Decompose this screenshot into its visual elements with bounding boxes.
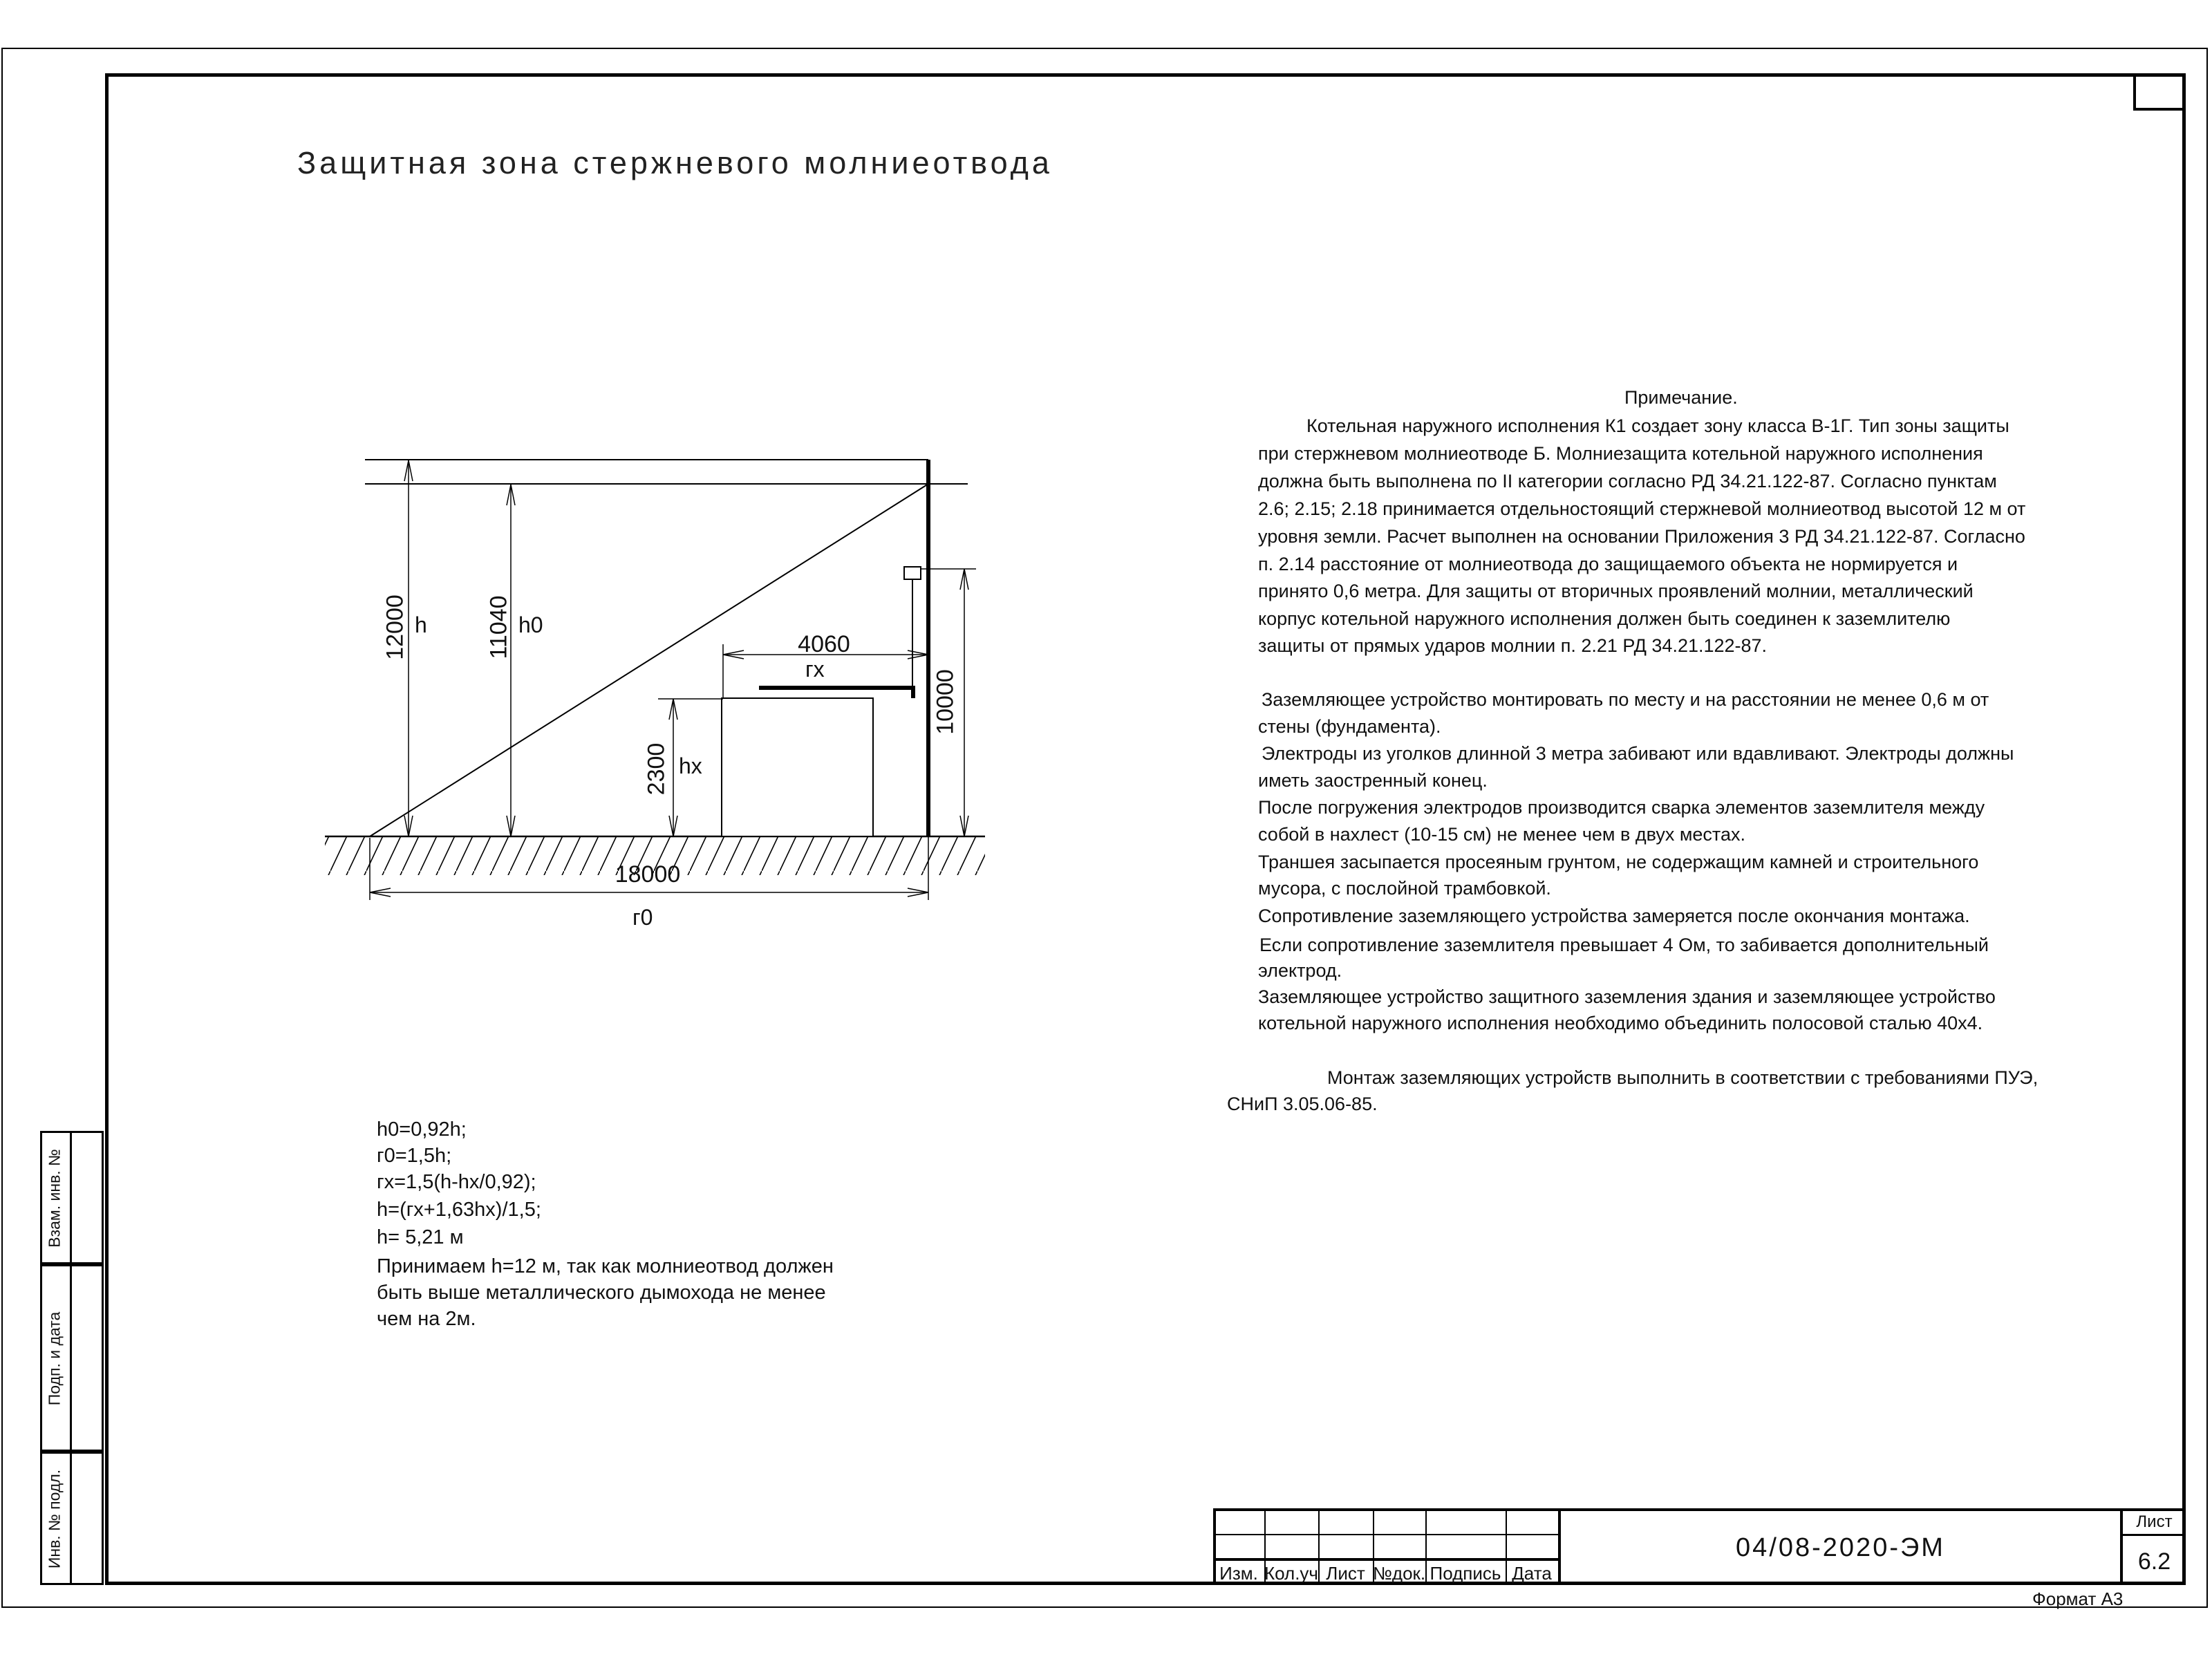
note-line: котельной наружного исполнения необходимо объединить полосовой сталью 40х4. bbox=[1258, 1013, 1983, 1033]
title-block-row-line-thick bbox=[1213, 1558, 1558, 1561]
note-line: мусора, с послойной трамбовкой. bbox=[1258, 878, 1551, 899]
note-line: СНиП 3.05.06-85. bbox=[1227, 1094, 1378, 1114]
dim-r0-value: 18000 bbox=[615, 861, 681, 888]
dim-hx-value: 2300 bbox=[643, 742, 670, 796]
sheet-number: 6.2 bbox=[2137, 1548, 2171, 1575]
note-line: Если сопротивление заземлителя превышает 4 Ом, то забивается дополнительный bbox=[1259, 935, 1989, 955]
note-line: при стержневом молниеотводе Б. Молниезащита котельной наружного исполнения bbox=[1258, 443, 1983, 464]
stamp-label-col bbox=[42, 1266, 72, 1450]
chimney-cap bbox=[904, 567, 921, 579]
note-line: Монтаж заземляющих устройств выполнить в соответствии с требованиями ПУЭ, bbox=[1327, 1067, 2038, 1088]
stamp-cell-inv-podl bbox=[40, 1452, 104, 1585]
dim-h-value: 12000 bbox=[382, 594, 409, 660]
formula-line: h0=0,92h; bbox=[377, 1118, 467, 1141]
note-line: электрод. bbox=[1258, 960, 1342, 981]
note-line: собой в нахлест (10-15 см) не менее чем в двух местах. bbox=[1258, 824, 1746, 845]
sheet-box-divider bbox=[2120, 1534, 2186, 1536]
note-line: п. 2.14 расстояние от молниеотвода до защищаемого объекта не нормируется и bbox=[1258, 554, 1958, 574]
dim-chimney-value: 10000 bbox=[932, 669, 959, 735]
note-line: Сопротивление заземляющего устройства замеряется после окончания монтажа. bbox=[1258, 906, 1970, 926]
doc-number: 04/08-2020-ЭМ bbox=[1736, 1533, 1945, 1562]
note-line: После погружения электродов производится сварка элементов заземлителя между bbox=[1258, 797, 1985, 818]
formula-line: быть выше металлического дымохода не менее bbox=[377, 1282, 826, 1304]
stamp-label-col bbox=[42, 1133, 72, 1262]
stamp-label-vzam-inv: Взам. инв. № bbox=[45, 1148, 64, 1248]
note-line: принято 0,6 метра. Для защиты от вторичных проявлений молнии, металлический bbox=[1258, 581, 1974, 601]
stamp-cell-podp-data bbox=[40, 1264, 104, 1452]
note-line: Котельная наружного исполнения К1 создает зону класса В-1Г. Тип зоны защиты bbox=[1306, 415, 2009, 436]
dim-r0-label: г0 bbox=[632, 905, 653, 930]
dim-rx-label: гх bbox=[805, 657, 825, 682]
rev-col-koluch: Кол.уч bbox=[1264, 1563, 1318, 1584]
notes-heading: Примечание. bbox=[1624, 387, 1738, 408]
title-block-row-line bbox=[1213, 1534, 1558, 1535]
note-line: уровня земли. Расчет выполнен на основании Приложения 3 РД 34.21.122-87. Согласно bbox=[1258, 526, 2025, 547]
formula-line: h= 5,21 м bbox=[377, 1226, 464, 1248]
formula-line: чем на 2м. bbox=[377, 1308, 476, 1330]
dim-h-label: h bbox=[415, 612, 427, 637]
formula-line: h=(гх+1,63hx)/1,5; bbox=[377, 1199, 541, 1221]
formula-line: г0=1,5h; bbox=[377, 1145, 452, 1167]
formula-line: Принимаем h=12 м, так как молниеотвод должен bbox=[377, 1255, 834, 1277]
chimney-flue bbox=[759, 688, 913, 698]
dim-hx-label: hx bbox=[679, 753, 702, 778]
note-line: корпус котельной наружного исполнения должен быть соединен к заземлителю bbox=[1258, 608, 1951, 629]
stamp-label-col bbox=[42, 1454, 72, 1583]
format-label: Формат А3 bbox=[2032, 1588, 2124, 1609]
rev-col-ndok: №док. bbox=[1373, 1563, 1426, 1584]
note-line: Заземляющее устройство монтировать по месту и на расстоянии не менее 0,6 м от bbox=[1262, 689, 1989, 710]
note-line: Электроды из уголков длинной 3 метра забивают или вдавливают. Электроды должны bbox=[1262, 743, 2014, 764]
note-line: защиты от прямых ударов молнии п. 2.21 РД 34.21.122-87. bbox=[1258, 635, 1768, 656]
stamp-label-podp-data: Подп. и дата bbox=[45, 1311, 64, 1405]
sheet-label: Лист bbox=[2136, 1512, 2173, 1531]
note-line: Заземляющее устройство защитного заземления здания и заземляющее устройство bbox=[1258, 986, 1996, 1007]
rev-col-data: Дата bbox=[1512, 1563, 1552, 1584]
page-title: Защитная зона стержневого молниеотвода bbox=[297, 145, 1053, 180]
formula-line: гх=1,5(h-hx/0,92); bbox=[377, 1171, 536, 1193]
corner-box bbox=[2133, 77, 2183, 111]
boiler-building bbox=[722, 698, 873, 836]
stamp-label-inv-podl: Инв. № подл. bbox=[45, 1469, 64, 1568]
dim-h0-label: h0 bbox=[518, 612, 543, 637]
dim-rx-value: 4060 bbox=[798, 631, 850, 657]
rev-col-podpis: Подпись bbox=[1430, 1563, 1501, 1584]
dim-h0-value: 11040 bbox=[485, 595, 512, 659]
rev-col-izm: Изм. bbox=[1219, 1563, 1258, 1584]
stamp-cell-vzam-inv bbox=[40, 1131, 104, 1264]
note-line: 2.6; 2.15; 2.18 принимается отдельностоящий стержневой молниеотвод высотой 12 м от bbox=[1258, 498, 2026, 519]
rev-col-list: Лист bbox=[1326, 1563, 1365, 1584]
note-line: стены (фундамента). bbox=[1258, 716, 1441, 737]
note-line: иметь заостренный конец. bbox=[1258, 770, 1488, 791]
note-line: Траншея засыпается просеяным грунтом, не содержащим камней и строительного bbox=[1258, 852, 1979, 872]
note-line: должна быть выполнена по II категории согласно РД 34.21.122-87. Согласно пунктам bbox=[1258, 471, 1997, 491]
